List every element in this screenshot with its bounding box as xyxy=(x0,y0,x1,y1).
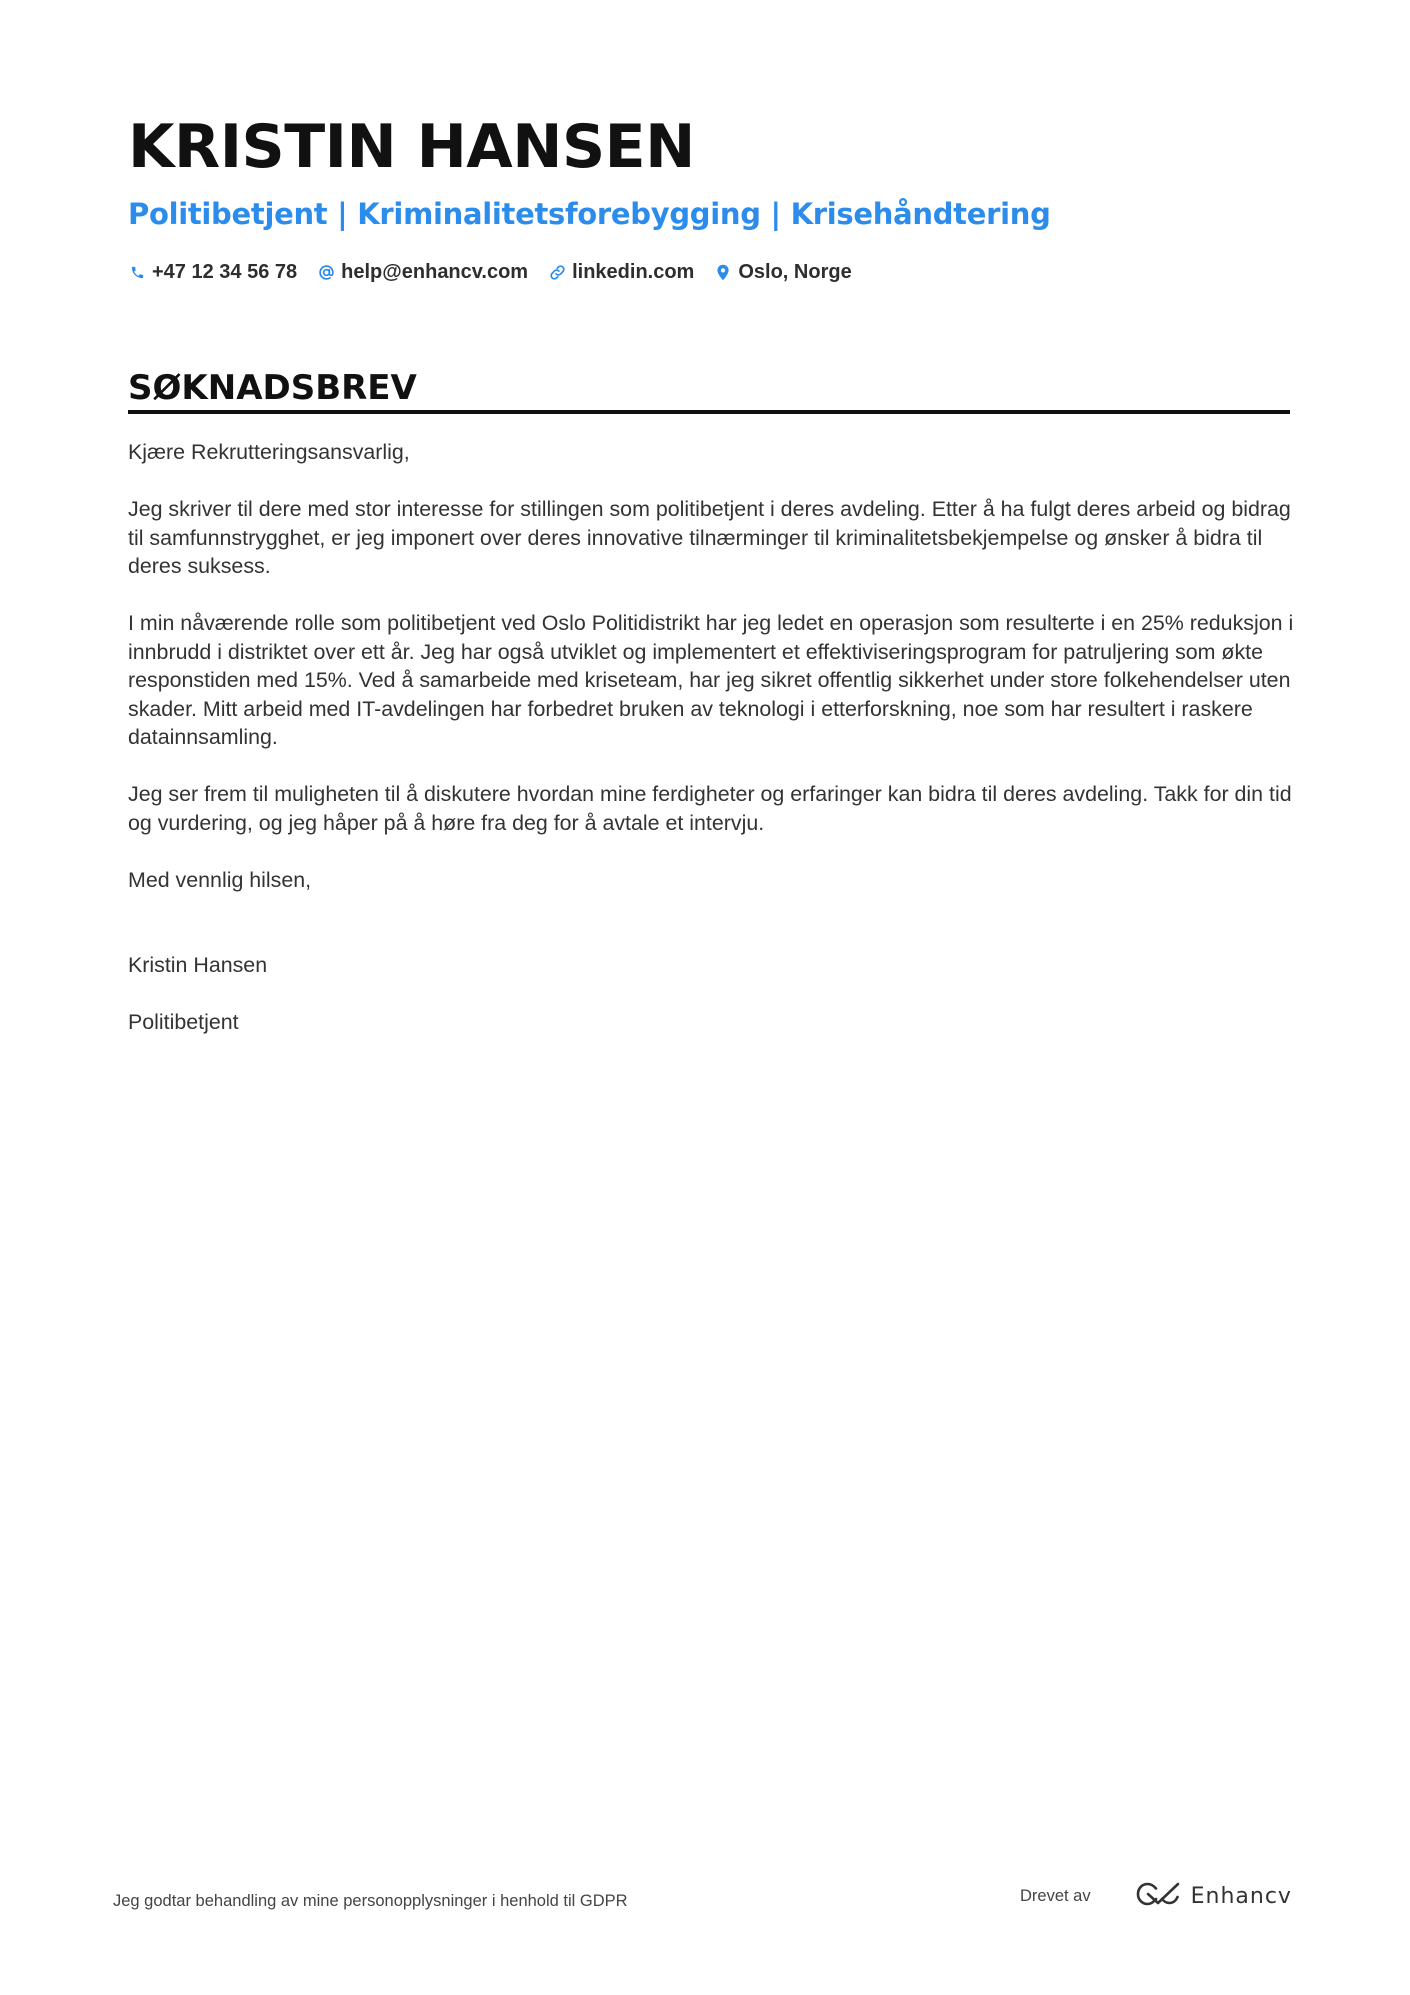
signature-title: Politibetjent xyxy=(128,1010,239,1034)
letter-closing: Med vennlig hilsen, xyxy=(128,867,312,892)
phone-icon xyxy=(128,263,146,281)
phone-number: +47 12 34 56 78 xyxy=(152,260,298,283)
linkedin-url: linkedin.com xyxy=(572,260,695,283)
letter-paragraph: Jeg skriver til dere med stor interesse for stillingen som politibetjent i deres avdeling. Etter å ha fulgt deres arbeid og bidrag til samfunnstrygghet, er jeg imponert over deres innovative tilnærminger til kriminalitetsbekjempelse og ønsker å bidra til deres suksess. xyxy=(128,497,1291,578)
at-icon xyxy=(317,263,335,281)
enhancv-logo-icon xyxy=(1135,1881,1183,1912)
contact-email[interactable] xyxy=(317,261,528,284)
letter-paragraph: Jeg ser frem til muligheten til å diskutere hvordan mine ferdigheter og erfaringer kan bidra til deres avdeling. Takk for din tid og vurdering, og jeg håper på å høre fra deg for å avtale et intervju. xyxy=(128,782,1292,835)
letter-greeting: Kjære Rekrutteringsansvarlig, xyxy=(128,440,410,464)
contact-phone xyxy=(128,261,297,284)
gdpr-consent-text: Jeg godtar behandling av mine personopplysninger i henhold til GDPR xyxy=(113,1892,628,1910)
link-icon xyxy=(548,263,566,281)
brand-logo[interactable] xyxy=(1135,1881,1292,1912)
location-text: Oslo, Norge xyxy=(738,260,852,283)
section-title: SØKNADSBREV xyxy=(128,368,417,408)
letter-paragraph: I min nåværende rolle som politibetjent ved Oslo Politidistrikt har jeg ledet en operasjon som resulterte i en 25% reduksjon i innbrudd i distriktet over ett år. Jeg har også utviklet og implementert et effektiviseringsprogram for patruljering som økte responstiden med 15%. Ved å samarbeide med kriseteam, har jeg sikret offentlig sikkerhet under store folkehendelser uten skader. Mitt arbeid med IT-avdelingen har forbedret bruken av teknologi i etterforskning, noe som har resultert i raskere datainnsamling. xyxy=(128,611,1294,749)
section-divider xyxy=(128,410,1290,414)
letter-body xyxy=(128,438,1294,1065)
email-address: help@enhancv.com xyxy=(341,260,529,283)
contact-info xyxy=(128,256,1290,288)
header xyxy=(128,108,1290,288)
brand-name: Enhancv xyxy=(1190,1883,1292,1909)
location-pin-icon xyxy=(714,263,732,281)
contact-linkedin[interactable] xyxy=(548,261,694,284)
candidate-tagline: Politibetjent | Kriminalitetsforebygging | Krisehåndtering xyxy=(128,197,1051,231)
signature-name: Kristin Hansen xyxy=(128,953,268,977)
powered-by-label: Drevet av xyxy=(1020,1886,1091,1905)
contact-location xyxy=(714,261,851,284)
powered-by xyxy=(1020,1876,1292,1916)
candidate-name: KRISTIN HANSEN xyxy=(128,112,695,182)
